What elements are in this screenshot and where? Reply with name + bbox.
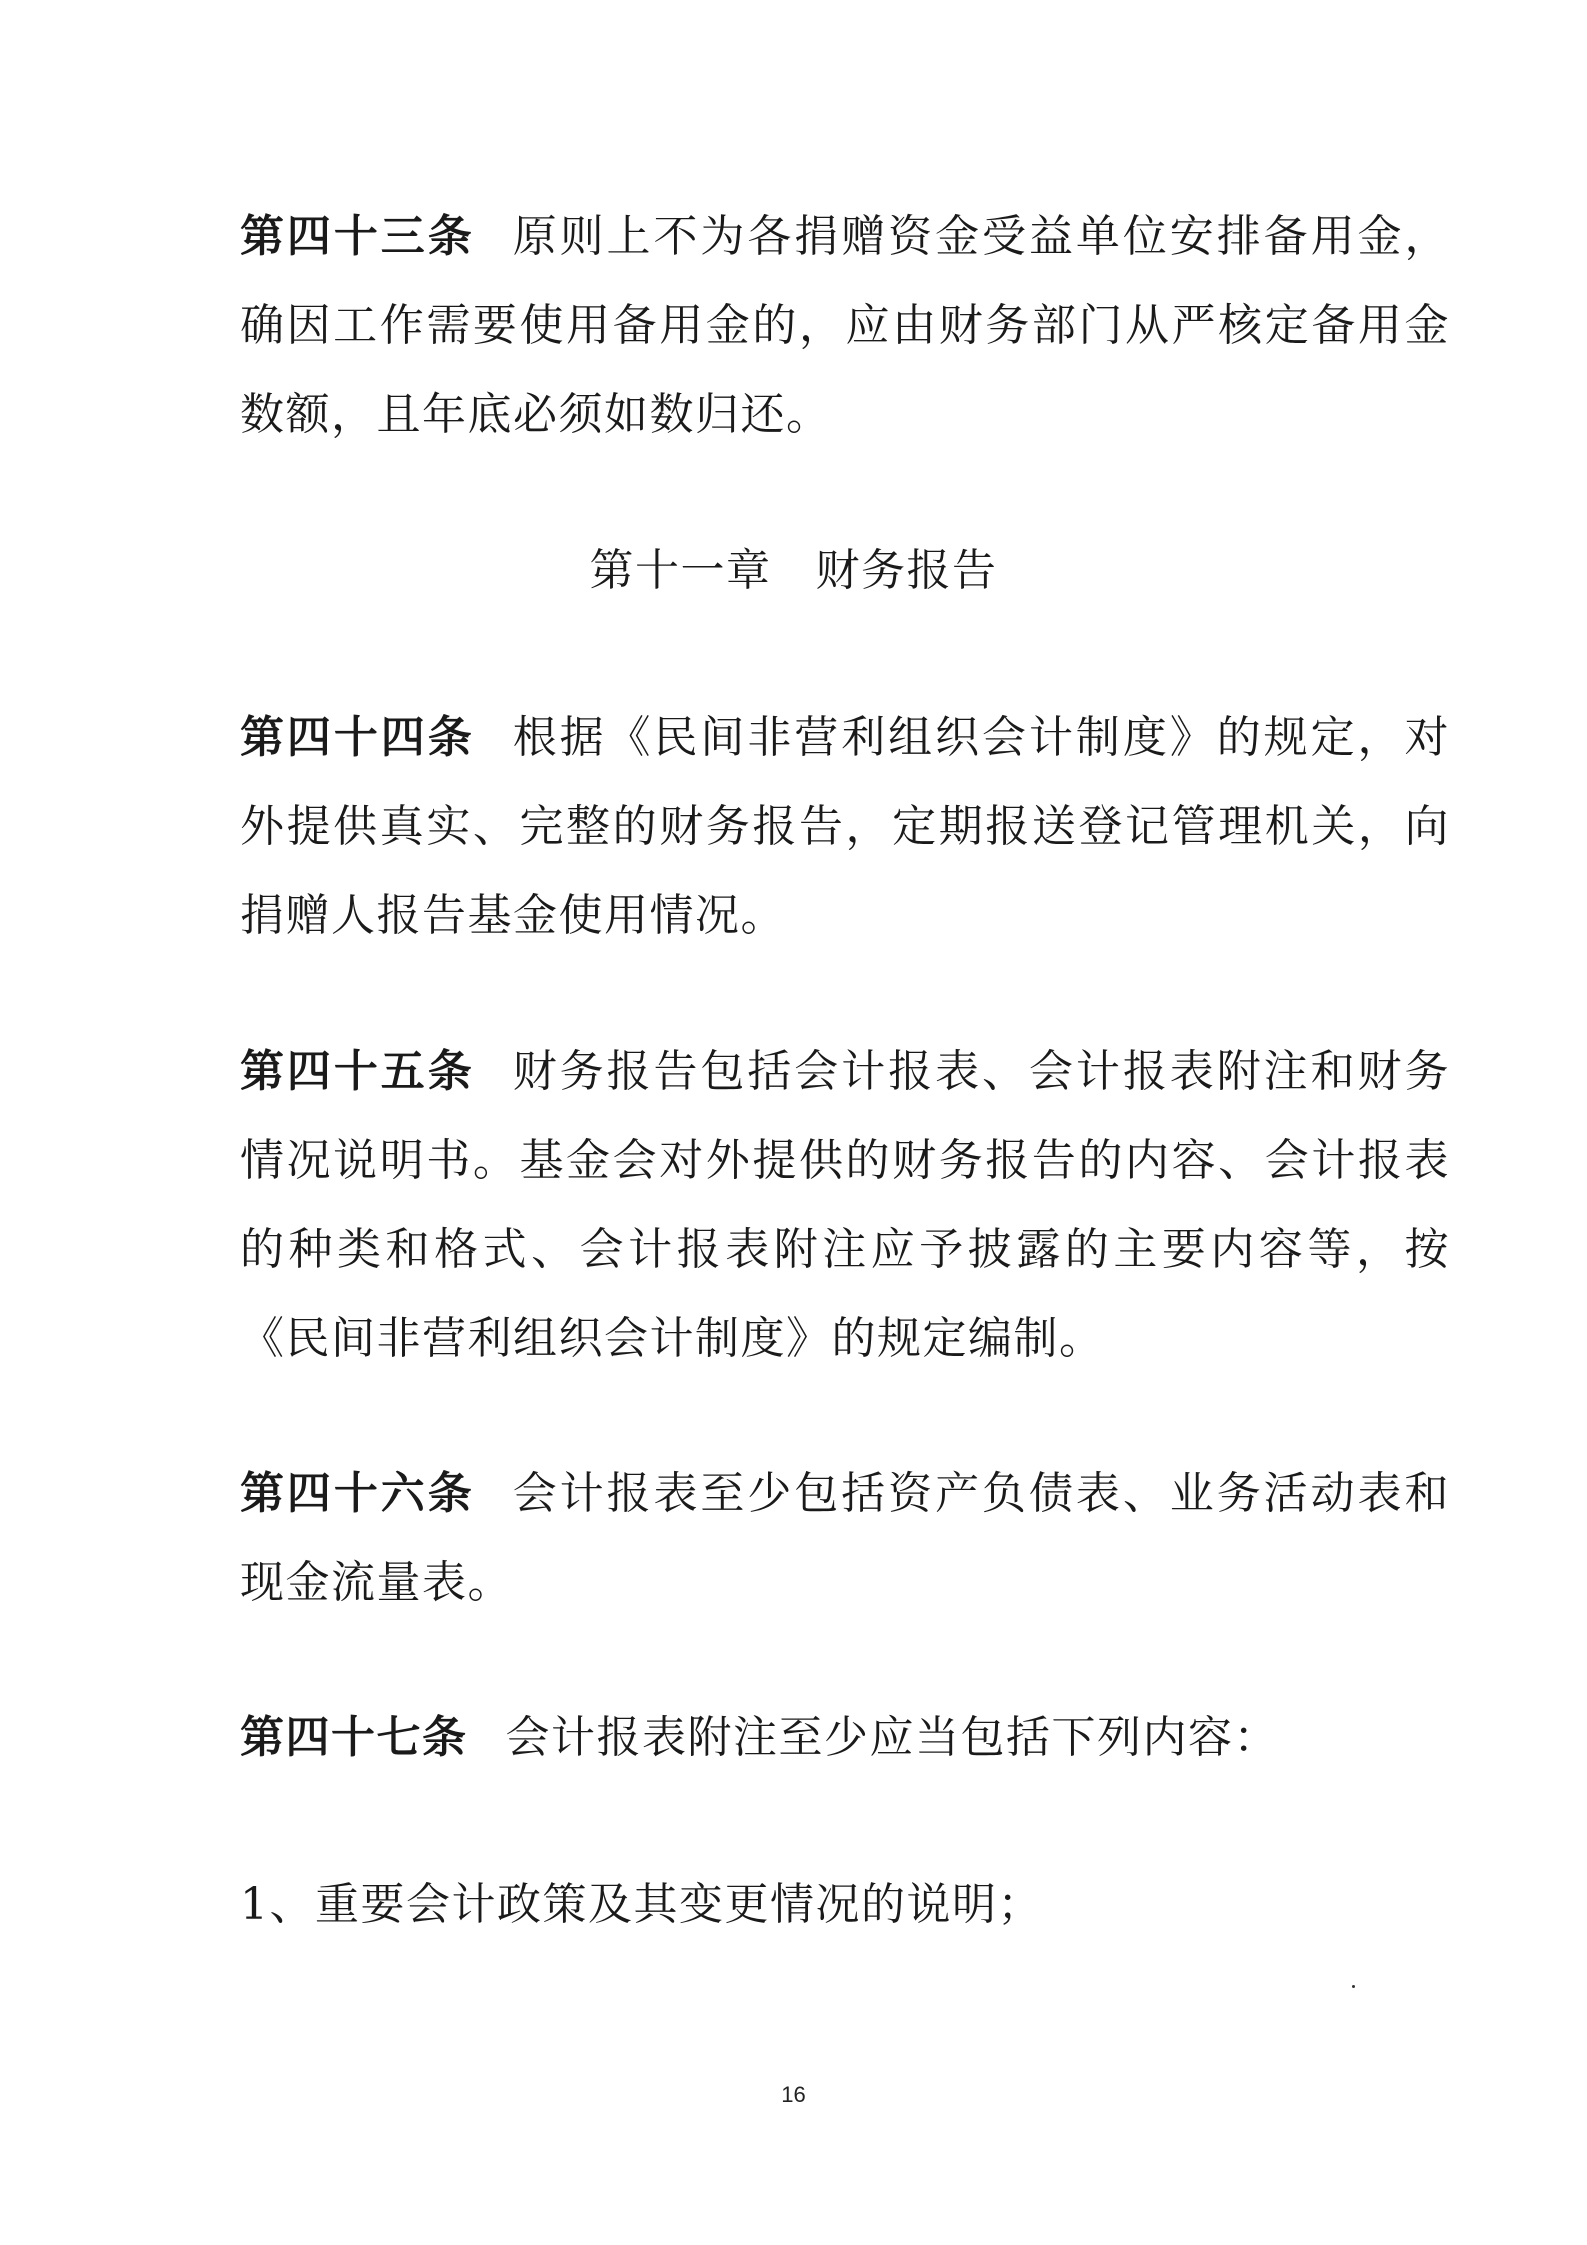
- article-45: [240, 1027, 1450, 1383]
- chapter-number: 第十一章: [589, 545, 772, 596]
- chapter-title: 财务报告: [815, 545, 998, 596]
- article-47-text: 会计报表附注至少应当包括下列内容：: [505, 1712, 1279, 1763]
- article-43-text: 原则上不为各捐赠资金受益单位安排备用金，确因工作需要使用备用金的，应由财务部门从严核定备用金数额，且年底必须如数归还。: [240, 211, 1450, 440]
- page-number: 16: [781, 2082, 806, 2107]
- article-46-text: 会计报表至少包括资产负债表、业务活动表和现金流量表。: [240, 1468, 1450, 1608]
- stray-dot: [1352, 1985, 1355, 1988]
- article-44-number: 第四十四条: [240, 712, 475, 763]
- chapter-heading: [0, 526, 1587, 615]
- article-44-text: 根据《民间非营利组织会计制度》的规定，对外提供真实、完整的财务报告，定期报送登记管理机关，向捐赠人报告基金使用情况。: [240, 712, 1450, 941]
- article-47: [240, 1693, 1450, 1782]
- article-43-number: 第四十三条: [240, 211, 475, 262]
- list-item: 1、重要会计政策及其变更情况的说明；: [240, 1879, 1043, 1930]
- article-43: [240, 192, 1450, 459]
- article-46: [240, 1449, 1450, 1627]
- article-45-text: 财务报告包括会计报表、会计报表附注和财务情况说明书。基金会对外提供的财务报告的内容、会计报表的种类和格式、会计报表附注应予披露的主要内容等，按 《民间非营利组织会计制度》的规定编制。: [240, 1046, 1450, 1364]
- article-47-number: 第四十七条: [240, 1712, 468, 1763]
- article-46-number: 第四十六条: [240, 1468, 475, 1519]
- article-44: [240, 693, 1450, 960]
- article-45-number: 第四十五条: [240, 1046, 475, 1097]
